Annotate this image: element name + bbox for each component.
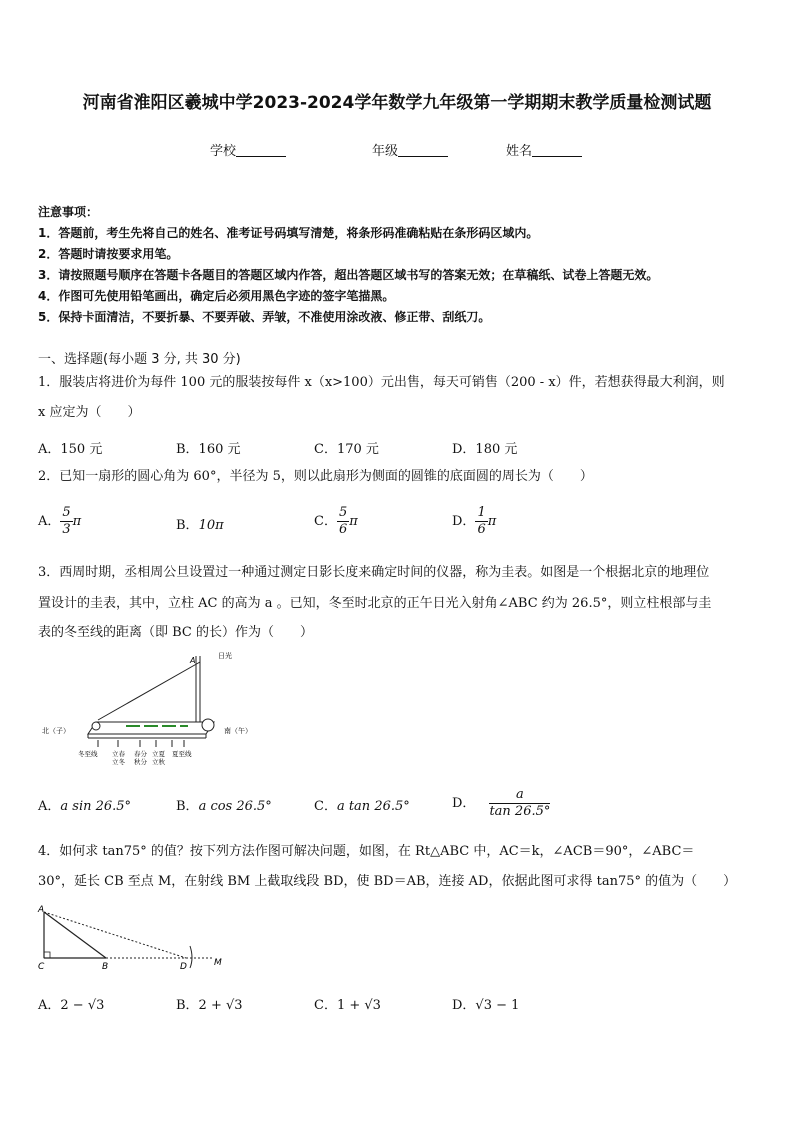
q2-option-c-label: C． xyxy=(314,514,337,529)
question-3-line3: 表的冬至线的距离（即 BC 的长）作为（ ） xyxy=(38,625,314,640)
numerator: 1 xyxy=(477,505,486,520)
q2-option-b-value: 10π xyxy=(198,518,224,533)
q2-option-c xyxy=(314,505,358,538)
side-ab xyxy=(44,912,106,958)
numerator: 5 xyxy=(62,505,71,520)
question-1-line1: 1．服装店将进价为每件 100 元的服装按每件 x（x>100）元出售，每天可销售（200 - x）件，若想获得最大利润，则 xyxy=(38,375,725,390)
q3-option-d xyxy=(452,787,550,820)
grade-blank xyxy=(398,144,448,157)
q4-option-a: A．2 − √3 xyxy=(38,998,105,1013)
fraction xyxy=(489,787,550,820)
term-label: 立冬 xyxy=(112,758,125,766)
q2-option-d-label: D． xyxy=(452,514,476,529)
q2-option-a xyxy=(38,505,81,538)
question-3-line1: 3．西周时期，丞相周公旦设置过一种通过测定日影长度来确定时间的仪器，称为圭表。如图是一个根据北京的地理位 xyxy=(38,565,710,580)
notes-block xyxy=(38,202,658,328)
q2-option-b-label: B． xyxy=(176,518,199,533)
point-m-label: M xyxy=(214,958,222,968)
note-item: 5．保持卡面清洁，不要折暴、不要弄破、弄皱，不准使用涂改液、修正带、刮纸刀。 xyxy=(38,310,491,324)
note-item: 3．请按照题号顺序在答题卡各题目的答题区域内作答，超出答题区域书写的答案无效；在草稿纸、试卷上答题无效。 xyxy=(38,268,659,282)
term-label: 春分 xyxy=(134,750,147,758)
q3-option-c xyxy=(314,795,410,814)
term-label: 立秋 xyxy=(152,758,165,766)
denominator: tan 26.5° xyxy=(489,804,551,819)
numerator: a xyxy=(489,787,550,804)
denominator: 6 xyxy=(338,522,348,537)
q3-option-b xyxy=(176,795,272,814)
q3-option-a-label: A． xyxy=(38,799,61,814)
school-label: 学校 xyxy=(210,144,237,159)
q2-option-a-label: A． xyxy=(38,514,61,529)
gnomon-figure xyxy=(38,650,268,775)
q4-option-d: D．√3 − 1 xyxy=(452,998,520,1013)
name-label: 姓名 xyxy=(506,144,533,159)
q3-option-a-value: a sin 26.5° xyxy=(60,799,132,814)
numerator: 5 xyxy=(338,505,348,520)
point-d-label: D xyxy=(180,962,187,972)
q3-option-b-value: a cos 26.5° xyxy=(198,799,272,814)
pi-symbol: π xyxy=(72,514,82,529)
arc-mark xyxy=(190,946,192,968)
south-label: 南（午） xyxy=(224,727,252,735)
point-a-label: A xyxy=(190,656,196,665)
notes-heading: 注意事项： xyxy=(38,205,99,219)
q2-option-d xyxy=(452,505,496,538)
point-c-label: C xyxy=(38,962,45,972)
note-item: 4．作图可先使用铅笔画出，确定后必须用黑色字迹的签字笔描黑。 xyxy=(38,289,395,303)
q1-option-b: B．160 元 xyxy=(176,442,241,457)
q3-option-c-value: a tan 26.5° xyxy=(336,799,410,814)
q3-option-c-label: C． xyxy=(314,799,337,814)
north-label: 北（子） xyxy=(42,727,70,735)
grade-field xyxy=(372,140,448,159)
name-blank xyxy=(532,144,582,157)
fraction xyxy=(475,505,487,538)
term-label: 秋分 xyxy=(134,758,147,766)
sunlight-label: 日光 xyxy=(218,652,232,660)
sunlight-ray xyxy=(98,662,200,720)
fraction xyxy=(60,505,72,538)
q1-option-a: A．150 元 xyxy=(38,442,103,457)
fraction xyxy=(337,505,349,538)
name-field xyxy=(506,140,582,159)
note-item: 2．答题时请按要求用笔。 xyxy=(38,247,179,261)
summer-solstice-label: 夏至线 xyxy=(172,750,192,758)
right-angle-mark xyxy=(44,952,50,958)
term-label: 立夏 xyxy=(152,750,165,758)
question-4-line1: 4．如何求 tan75° 的值？按下列方法作图可解决问题，如图，在 Rt△ABC 中，AC＝k，∠ACB＝90°，∠ABC＝ xyxy=(38,844,695,859)
denominator: 3 xyxy=(62,522,71,537)
term-label: 立春 xyxy=(112,750,125,758)
question-4-line2: 30°，延长 CB 至点 M，在射线 BM 上截取线段 BD，使 BD＝AB，连接 AD，依据此图可求得 tan75° 的值为（ ） xyxy=(38,874,737,889)
q2-option-b xyxy=(176,514,224,533)
denominator: 6 xyxy=(477,522,486,537)
q3-option-b-label: B． xyxy=(176,799,199,814)
school-blank xyxy=(236,144,286,157)
grade-label: 年级 xyxy=(372,144,399,159)
base-end xyxy=(92,722,100,730)
q3-option-a xyxy=(38,795,131,814)
question-3-line2: 置设计的圭表，其中，立柱 AC 的高为 a 。已知，冬至时北京的正午日光入射角∠ABC 约为 26.5°，则立柱根部与圭 xyxy=(38,596,712,611)
section-heading: 一、选择题(每小题 3 分, 共 30 分) xyxy=(38,352,241,367)
point-a-label: A xyxy=(38,905,45,915)
winter-solstice-label: 冬至线 xyxy=(78,750,98,758)
pi-symbol: π xyxy=(487,514,497,529)
pi-symbol: π xyxy=(349,514,358,529)
point-b-label: B xyxy=(102,962,109,972)
q4-option-b: B．2 + √3 xyxy=(176,998,243,1013)
triangle-figure xyxy=(36,902,226,974)
page-title: 河南省淮阳区羲城中学2023-2024学年数学九年级第一学期期末教学质量检测试题 xyxy=(82,93,712,113)
gnomon-base xyxy=(88,722,214,734)
q1-option-d: D．180 元 xyxy=(452,442,518,457)
question-2-text: 2．已知一扇形的圆心角为 60°，半径为 5，则以此扇形为侧面的圆锥的底面圆的周长为（ ） xyxy=(38,469,593,484)
q1-option-c: C．170 元 xyxy=(314,442,379,457)
q4-option-c: C．1 + √3 xyxy=(314,998,381,1013)
pillar-foot xyxy=(202,719,214,731)
segment-ad xyxy=(44,912,186,958)
question-1-line2: x 应定为（ ） xyxy=(38,405,141,420)
note-item: 1．答题前，考生先将自己的姓名、准考证号码填写清楚，将条形码准确粘贴在条形码区域内。 xyxy=(38,226,539,240)
school-field xyxy=(210,140,286,159)
q3-option-d-label: D． xyxy=(452,796,476,811)
